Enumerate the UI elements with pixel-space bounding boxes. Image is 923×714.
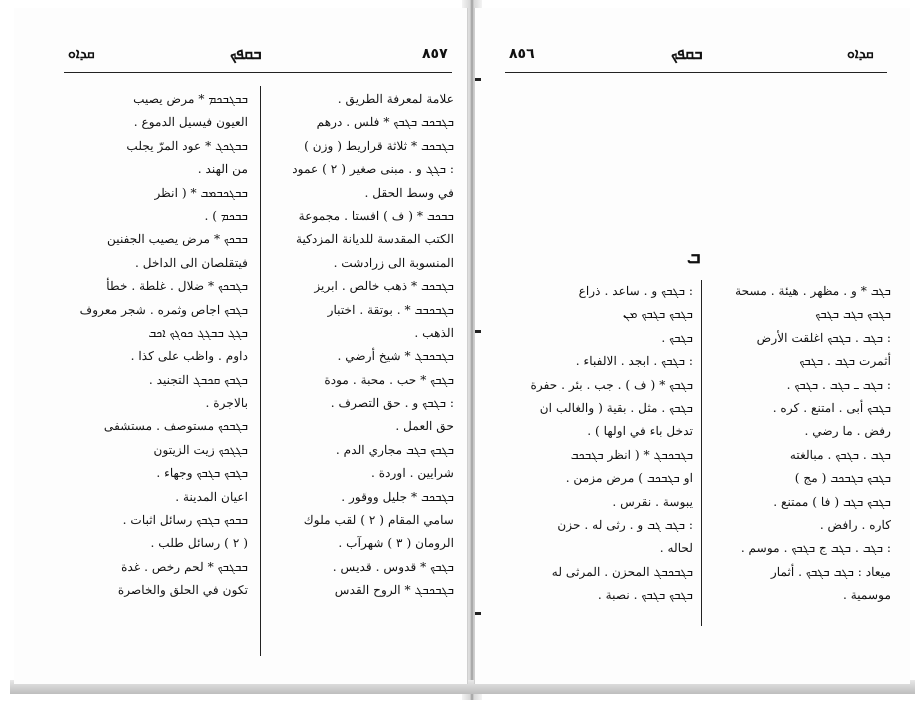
entry-line: علامة لمعرفة الطريق . <box>337 92 454 106</box>
entry-line: ܒܓܒܟܟ مستوصف . مستشفى <box>103 419 248 434</box>
entry-line: ܒܓܒܟܒܓ * الروح القدس <box>334 583 454 598</box>
left-page-column-right <box>268 88 454 603</box>
entry-line: رفض . ما رضي . <box>804 424 891 439</box>
entry-line: ܒܓܒ . ܒܓܒܟ . مبالغته <box>789 447 891 462</box>
left-page-header-right: ٨٥٧ <box>422 46 448 62</box>
entry-line: : ܒܓܒܟ . ابجد . الالفباء . <box>575 354 693 369</box>
entry-line: ܒܓܒܟ ܒܓܒ ܒܓܒܟ <box>815 307 891 322</box>
entry-line: ܒܒܟܟ * مرض يصيب الجفنين <box>106 232 248 247</box>
entry-line: ܒܓܒܟܒ ܒܓܒܟ * فلس . درهم <box>316 115 454 130</box>
entry-line: لحاله . <box>659 541 693 556</box>
entry-line: ܒܓܒܟܒܓ * ( انظر ܒܓܒܟܒ <box>570 447 693 462</box>
entry-line: ܒܓܒܟ * حب . محبة . مودة <box>324 372 454 387</box>
entry-line: داوم . واظب على كذا . <box>130 349 248 364</box>
entry-line: ܒܓܓܟܟ زيت الزيتون <box>153 442 248 457</box>
entry-line: بالاجرة . <box>205 396 248 411</box>
entry-line: شرايين . اوردة . <box>370 466 454 481</box>
right-page-header-right: ܩܕܐܘ <box>847 46 874 62</box>
entry-line: : ܒܓܒܟ و . ساعد . ذراع <box>578 284 693 298</box>
entry-line: أثمرت ܒܓܒ . ܒܓܒܟ <box>799 354 891 369</box>
right-page <box>474 8 910 684</box>
entry-line: اعيان المدينة . <box>175 489 248 504</box>
right-page-column-right <box>707 280 891 607</box>
entry-line: ܒܓܒܟܒ * ثلاثة قراريط ( وزن ) <box>304 138 454 153</box>
section-letter: ܒ <box>687 244 701 268</box>
entry-line: ܒܒܓܒܟܡ * مرض يصيب <box>133 92 248 106</box>
entry-line: ܒܓܒܟ * قدوس . قديس . <box>332 559 454 574</box>
entry-line: الذهب . <box>414 325 454 340</box>
entry-line: ܒܓܒܟ اجاص وثمره . شجر معروف <box>79 302 248 317</box>
entry-line: حق العمل . <box>395 419 454 434</box>
entry-line: ܒܓܒܟ ܩܟܒܓ التجنيد . <box>148 372 248 387</box>
entry-line: الكتب المقدسة للديانة المزدكية <box>295 232 454 247</box>
entry-line: ܒܓܒܟ . <box>661 330 693 345</box>
entry-line: ܒܓܒܟ . مثل . بقية ( والغالب ان <box>539 400 693 415</box>
entry-line: ܒܒܓܟܓ * عود المرّ يجلب <box>126 138 248 153</box>
margin-mark <box>475 78 481 81</box>
margin-mark <box>475 330 481 333</box>
right-page-header-center: ܒܩܦܟ <box>671 44 703 63</box>
left-page <box>14 8 468 684</box>
entry-line: ܒܓܒܟ أبى . امتنع . كره . <box>772 400 891 415</box>
entry-line: : ܒܓܒ ܓܒ و . رثى له . حزن <box>557 517 693 532</box>
entry-line: ܒܓܒܟܒܓ المحزن . المرثى له <box>551 564 693 579</box>
entry-line: موسمية . <box>842 588 891 603</box>
entry-line: : ܒܓܒܟ و . حق التصرف . <box>330 396 454 411</box>
entry-line: ܒܓܒܟ ܒܓܒܟ ܡܢ <box>623 307 693 322</box>
entry-line: يبوسة . نقرس . <box>612 494 693 509</box>
entry-line: ܒܓܒܟ ܒܓܒܟ . نصبة . <box>597 588 693 603</box>
entry-line: الرومان ( ٣ ) شهرآب . <box>338 536 454 551</box>
entry-line: ܒܓܒܟܒ * ذهب خالص . ابريز <box>314 279 454 294</box>
left-page-header-center: ܒܩܦܟ <box>230 44 262 63</box>
entry-line: او ܒܓܒܟܒ ) مرض مزمن . <box>565 471 693 486</box>
entry-line: ܒܓܒܟ ܒܓܒ ( فا ) ممتنع . <box>773 494 891 509</box>
entry-line: كاره . رافض . <box>819 517 891 532</box>
right-page-column-divider <box>701 280 702 626</box>
entry-line: ܒܒܟܟ ܒܓܒܟ رسائل اثبات . <box>122 513 248 528</box>
entry-line: تدخل باء في اولها ) . <box>587 424 693 439</box>
entry-line: في وسط الحقل . <box>364 185 454 200</box>
entry-line: : ܒܓܓ و . مبنى صغير ( ٢ ) عمود <box>292 162 454 177</box>
entry-line: : ܒܓܒ ـ ܒܓܒ . ܒܓܒܟ . <box>786 377 891 392</box>
left-page-column-left <box>64 88 248 603</box>
right-page-header-left: ٨٥٦ <box>509 46 535 62</box>
entry-line: ܒܒܟܡ ) . <box>204 208 248 223</box>
left-page-column-divider <box>260 86 261 656</box>
entry-line: ܒܓܒܟ ܒܓܒܟܒ ( مج ) <box>794 471 891 486</box>
entry-line: ܒܒܓܒܟ * لحم رخص . غدة <box>121 559 248 574</box>
entry-line: ܒܓܒܟܒܓ * شيخ أرضي . <box>337 349 454 364</box>
entry-line: ܒܒܟܒ * ( ف ) افستا . مجموعة <box>298 208 454 223</box>
entry-line: فيتقلصان الى الداخل . <box>134 255 248 270</box>
entry-line: من الهند . <box>197 162 248 177</box>
entry-line: المنسوبة الى زرادشت . <box>333 255 454 270</box>
entry-line: ܒܒܓܟܒܡܒ * ( انظر <box>154 185 248 200</box>
entry-line: ܒܓܒ * و . مظهر . هيئة . مسحة <box>735 284 891 298</box>
entry-line: ܒܓܒܟܒܒ * . بوتقة . اختبار <box>327 302 454 317</box>
entry-line: : ܒܓܒ . ܒܓܒܟ اغلقت الأرض <box>756 330 891 345</box>
entry-line: سامي المقام ( ٢ ) لقب ملوك <box>303 513 454 528</box>
entry-line: ܒܓܒܟ ܒܓܒ مجاري الدم . <box>335 442 454 457</box>
entry-line: تكون في الحلق والخاصرة <box>117 583 248 598</box>
margin-mark <box>475 612 481 615</box>
entry-line: ܒܓܒܟ * ( ف ) . جب . بئر . حفرة <box>530 377 693 392</box>
entry-line: ميعاد : ܒܓܒ ܒܓܒܟ . أثمار <box>770 564 891 579</box>
left-page-header-left: ܩܕܐܘ <box>68 46 95 62</box>
right-page-header-rule <box>505 72 887 73</box>
entry-line: ܒܓܒܟܒ * جليل ووقور . <box>341 489 454 504</box>
entry-line: ܒܓܒܟ ܒܓܒܟ وجهاء . <box>156 466 248 481</box>
entry-line: ܒܓܒܟܟ * ضلال . غلطة . خطأ <box>106 279 248 294</box>
right-page-column-left <box>505 280 693 607</box>
entry-line: ܒܓܓ ܒܒܓܓ ܟܘܓܟ ܐܟܒ <box>148 325 248 340</box>
left-page-header-rule <box>64 72 452 73</box>
entry-line: العيون فيسيل الدموع . <box>133 115 248 130</box>
entry-line: : ܒܓܒ . ܒܓܒ ج ܒܓܒܟ . موسم . <box>740 541 891 556</box>
entry-line: ( ٢ ) رسائل طلب . <box>150 536 248 551</box>
